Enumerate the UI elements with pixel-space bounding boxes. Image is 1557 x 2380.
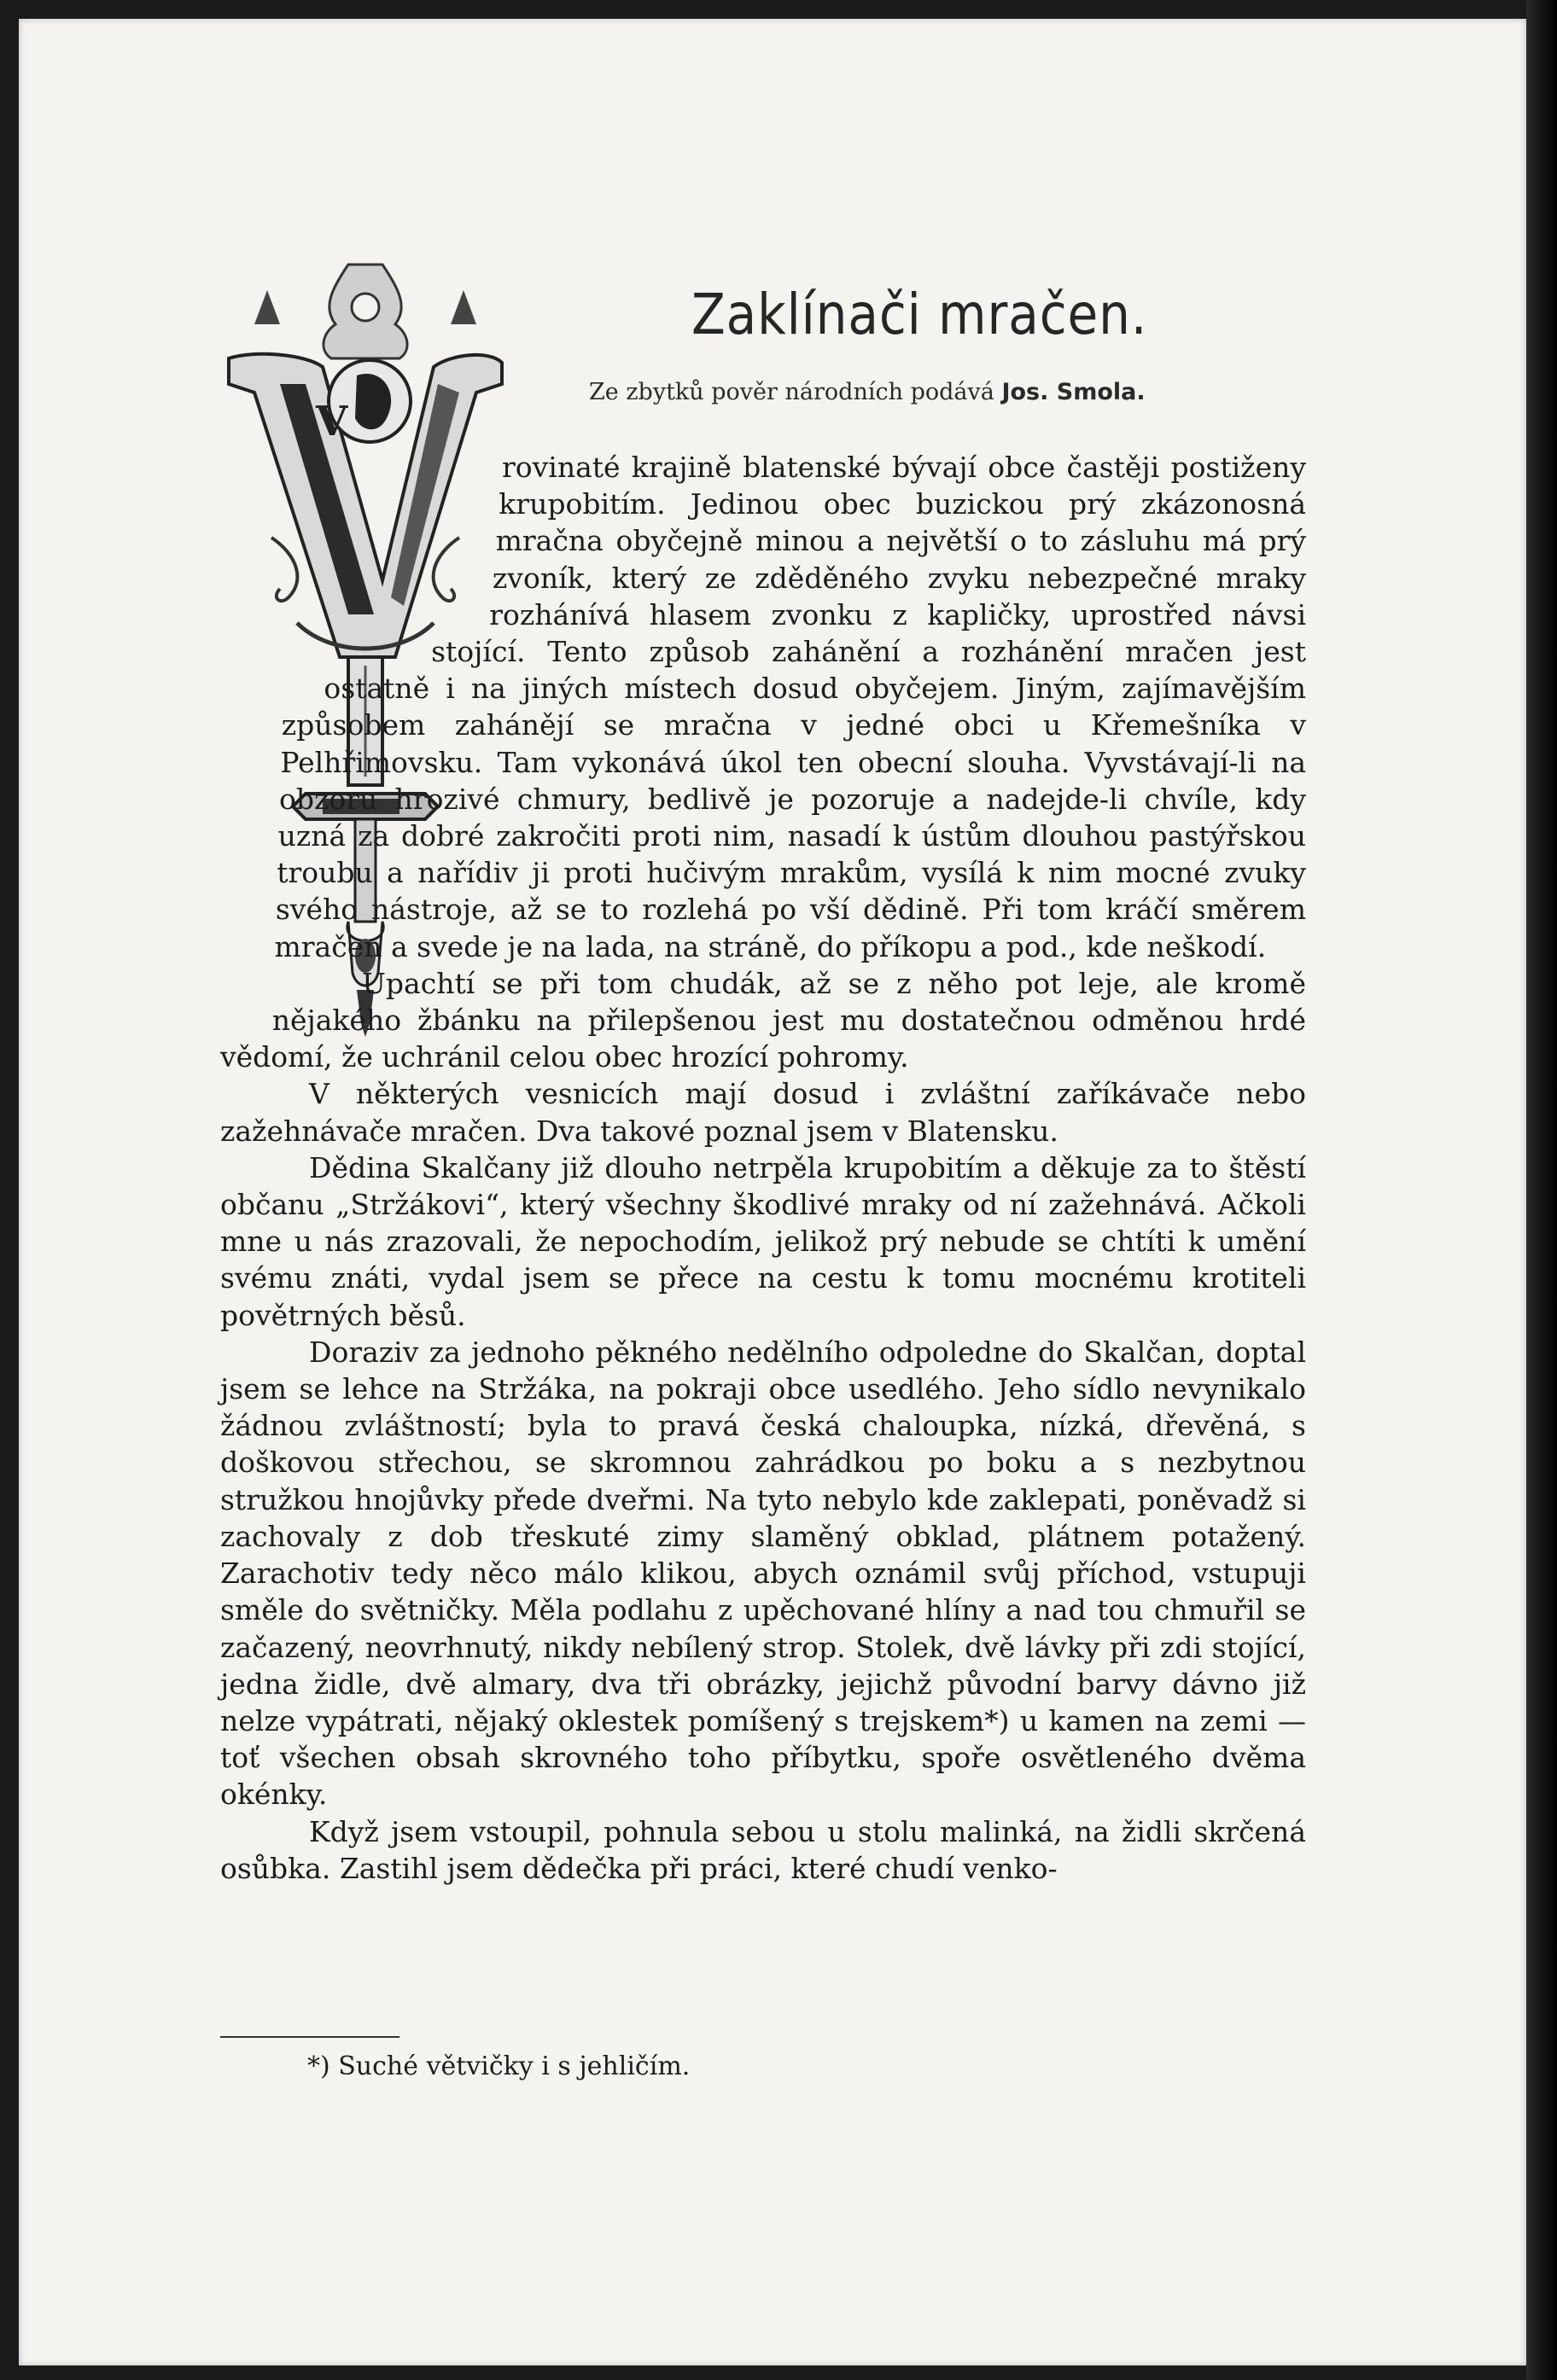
article-title: Zaklínači mračen.	[691, 282, 1148, 347]
paragraph: rovinaté krajině blatenské bývají obce častěji postiženy krupobitím. Jedinou obec buzickou prý zkázonosná mračna obyčejně minou a největší o to zásluhu má prý zvoník, který ze zděděného zvyku nebezpečné mraky rozhánívá hlasem zvonku z kapličky, uprostřed návsi stojící. Tento způsob zahánění a rozhánění mračen jest ostatně i na jiných místech dosud obyčejem. Jiným, zajímavějším způsobem zahánějí se mračna v jedné obci u Křemešníka v Pelhřimovsku. Tam vykonává úkol ten obecní slouha. Vyvstávají-li na obzoru hrozivé chmury, bedlivě je pozoruje a nadejde-li chvíle, kdy uzná za dobré zakročiti proti nim, nasadí k ústům dlouhou pastýřskou troubu a nařídiv ji proti hučivým mrakům, vysílá k nim mocné zvuky svého nástroje, až se to rozlehá po vší dědině. Při tom kráčí směrem mračen a svede je na lada, na stráně, do příkopu a pod., kde neškodí.	[274, 451, 1306, 963]
paragraph: Dědina Skalčany již dlouho netrpěla krupobitím a děkuje za to štěstí občanu „Stržákovi“, který všechny škodlivé mraky od ní zažehnává. Ačkoli mne u nás zrazovali, že nepochodím, jelikož prý nebude se chtíti k umění svému znáti, vydal jsem se přece na cestu k tomu mocnému krotiteli povětrných běsů.	[220, 1150, 1306, 1332]
paragraph: Doraziv za jednoho pěkného nedělního odpoledne do Skalčan, doptal jsem se lehce na Stržáka, na pokraji obce usedlého. Jeho sídlo nevynikalo žádnou zvláštností; byla to pravá česká chaloupka, nízká, dřevěná, s doškovou střechou, se skromnou zahrádkou po boku a s nezbytnou stružkou hnojůvky přede dveřmi. Na tyto nebylo kde zaklepati, poněvadž si zachovaly z dob třeskuté zimy slaměný obklad, plátnem potažený. Zarachotiv tedy něco málo klikou, abych oznámil svůj příchod, vstupuji směle do světničky. Měla podlahu z upěchované hlíny a nad tou chmuřil se začazený, neovrhnutý, nikdy nebílený strop. Stolek, dvě lávky při zdi stojící, jedna židle, dvě almary, dva tři obrázky, jejichž původní barvy dávno již nelze vypátrati, nějaký oklestek pomíšený s trejskem*) u kamen na zemi — toť všechen obsah skrovného toho příbytku, spoře osvětleného dvěma okénky.	[220, 1335, 1306, 1812]
subtitle-prefix: Ze zbytků pověr národních podává	[589, 379, 994, 405]
initial-letter-glyph: V	[316, 398, 348, 445]
article-body	[220, 449, 1306, 1887]
paragraph: Upachtí se při tom chudák, až se z něho pot leje, ale kromě nějakého žbánku na přilepšenou jest mu dostatečnou odměnou hrdé vědomí, že uchránil celou obec hrozící pohromy.	[220, 966, 1306, 1074]
article-subtitle	[589, 379, 1146, 405]
paragraph: V některých vesnicích mají dosud i zvláštní zaříkávače nebo zažehnávače mračen. Dva takové poznal jsem v Blatensku.	[220, 1077, 1306, 1148]
paragraph: Když jsem vstoupil, pohnula sebou u stolu malinká, na židli skrčená osůbka. Zastihl jsem dědečka při práci, které chudí venko-	[220, 1814, 1306, 1885]
footnote: *) Suché větvičky i s jehličím.	[307, 2051, 691, 2081]
author-name: Jos. Smola.	[1001, 379, 1146, 405]
footnote-rule	[220, 2036, 399, 2038]
page-binding-edge	[1526, 0, 1557, 2380]
